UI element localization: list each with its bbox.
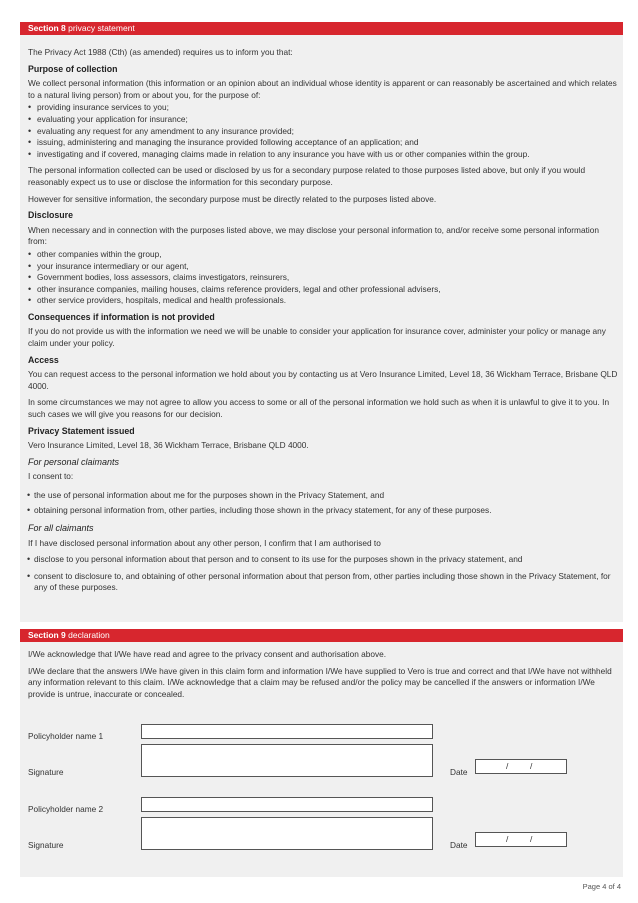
disclosure-text: When necessary and in connection with the purposes listed above, we may disclose your personal information to, and/or receive some personal information from: bbox=[28, 224, 599, 247]
date-1-separator: / bbox=[506, 761, 509, 771]
date-2-separator: / bbox=[530, 834, 533, 844]
access-text: You can request access to the personal information we hold about you by contacting us at Vero Insurance Limited, Level 18, 36 Wickham Terrace, Brisbane QLD 4000. bbox=[28, 369, 618, 391]
list-item: • the use of personal information about me for the purposes shown in the Privacy Statement, and bbox=[28, 488, 618, 503]
list-item: • other service providers, hospitals, medical and health professionals. bbox=[28, 295, 618, 307]
sensitive-info-text: However for sensitive information, the secondary purpose must be directly related to the purposes listed above. bbox=[28, 193, 437, 204]
section-9-number: Section 9 bbox=[28, 630, 66, 640]
acknowledge-text: I/We acknowledge that I/We have read and agree to the privacy consent and authorisation above. bbox=[28, 649, 387, 659]
signature-1-field[interactable] bbox=[141, 744, 433, 777]
date-2-separator: / bbox=[506, 834, 509, 844]
privacy-statement-body bbox=[28, 47, 618, 599]
all-claimants-text: If I have disclosed personal information about any other person, I confirm that I am authorised to bbox=[28, 537, 381, 548]
list-item: • other insurance companies, mailing houses, claims reference providers, legal and other professional advisers, bbox=[28, 284, 618, 296]
issued-text: Vero Insurance Limited, Level 18, 36 Wickham Terrace, Brisbane QLD 4000. bbox=[28, 440, 309, 451]
list-item: • obtaining personal information from, other parties, including those shown in the privacy statement, for any of these purposes. bbox=[28, 503, 618, 518]
section-9-header bbox=[20, 629, 623, 642]
secondary-purpose-text: The personal information collected can be used or disclosed by us for a secondary purpose related to those purposes listed above, but only if you would reasonably expect us to use or disclose the information for this secondary purpose. bbox=[28, 165, 586, 187]
list-item: • investigating and if covered, managing claims made in relation to any insurance you have with us or other companies within the group. bbox=[28, 149, 618, 161]
issued-heading: Privacy Statement issued bbox=[28, 425, 135, 436]
signature-2-label: Signature bbox=[28, 840, 64, 850]
list-item: • issuing, administering and managing the insurance provided following acceptance of an application; and bbox=[28, 137, 618, 149]
date-1-field[interactable] bbox=[475, 759, 567, 774]
disclosure-list bbox=[28, 249, 618, 307]
personal-claimants-heading: For personal claimants bbox=[28, 456, 120, 467]
section-9-title: declaration bbox=[68, 630, 110, 640]
page-number: Page 4 of 4 bbox=[582, 882, 621, 891]
date-2-field[interactable] bbox=[475, 832, 567, 847]
list-item: • other companies within the group, bbox=[28, 249, 618, 261]
policyholder-2-label: Policyholder name 2 bbox=[28, 804, 104, 814]
disclosure-heading: Disclosure bbox=[28, 210, 73, 221]
list-item: • evaluating any request for any amendment to any insurance provided; bbox=[28, 126, 618, 138]
section-8-header bbox=[20, 22, 623, 35]
date-1-label: Date bbox=[450, 767, 468, 777]
list-item: • disclose to you personal information about that person and to consent to its use for the purposes shown in the privacy statement, and bbox=[28, 554, 618, 566]
purpose-list bbox=[28, 102, 618, 160]
signature-1-label: Signature bbox=[28, 767, 64, 777]
access-heading: Access bbox=[28, 354, 59, 365]
date-2-label: Date bbox=[450, 840, 468, 850]
policyholder-2-name-input[interactable] bbox=[141, 797, 433, 812]
declaration-body bbox=[28, 649, 618, 705]
policyholder-1-name-input[interactable] bbox=[141, 724, 433, 739]
list-item: • consent to disclosure to, and obtaining of other personal information about that person from, other parties including those shown in the Privacy Statement, for any of these purposes. bbox=[28, 571, 618, 594]
consequences-heading: Consequences if information is not provided bbox=[28, 311, 215, 322]
declare-text: I/We declare that the answers I/We have given in this claim form and information I/We have supplied to Vero is true and correct and that I/We have not withheld any information relevant to this claim. I/We acknowledge that a claim may be refused and/or the policy may be cancelled if the answers or information I/We provide is untrue, inaccurate or concealed. bbox=[28, 665, 612, 699]
purpose-heading: Purpose of collection bbox=[28, 63, 118, 74]
consent-text: I consent to: bbox=[28, 471, 74, 482]
section-8-title: privacy statement bbox=[68, 23, 135, 33]
all-claimants-heading: For all claimants bbox=[28, 523, 94, 533]
purpose-text: We collect personal information (this information or an opinion about an individual whose identity is apparent or can reasonably be ascertained and which relates to a natural living person) from or about you, for the purpose of: bbox=[28, 78, 617, 100]
signature-2-field[interactable] bbox=[141, 817, 433, 850]
list-item: • Government bodies, loss assessors, claims investigators, reinsurers, bbox=[28, 272, 618, 284]
access-text-2: In some circumstances we may not agree to allow you access to some or all of the personal information we hold such as when it is unlawful to give it to you. In such cases we will give you reasons for our decision. bbox=[28, 397, 610, 420]
date-1-separator: / bbox=[530, 761, 533, 771]
consequences-text: If you do not provide us with the information we need we will be unable to consider your application for insurance cover, administer your policy or manage any claim under your policy. bbox=[28, 326, 606, 349]
consent-list bbox=[28, 488, 618, 518]
policyholder-1-label: Policyholder name 1 bbox=[28, 731, 104, 741]
list-item: • providing insurance services to you; bbox=[28, 102, 618, 114]
section-8-number: Section 8 bbox=[28, 23, 66, 33]
privacy-intro: The Privacy Act 1988 (Cth) (as amended) requires us to inform you that: bbox=[28, 47, 293, 57]
list-item: • your insurance intermediary or our agent, bbox=[28, 261, 618, 273]
list-item: • evaluating your application for insurance; bbox=[28, 114, 618, 126]
all-claimants-list bbox=[28, 554, 618, 594]
